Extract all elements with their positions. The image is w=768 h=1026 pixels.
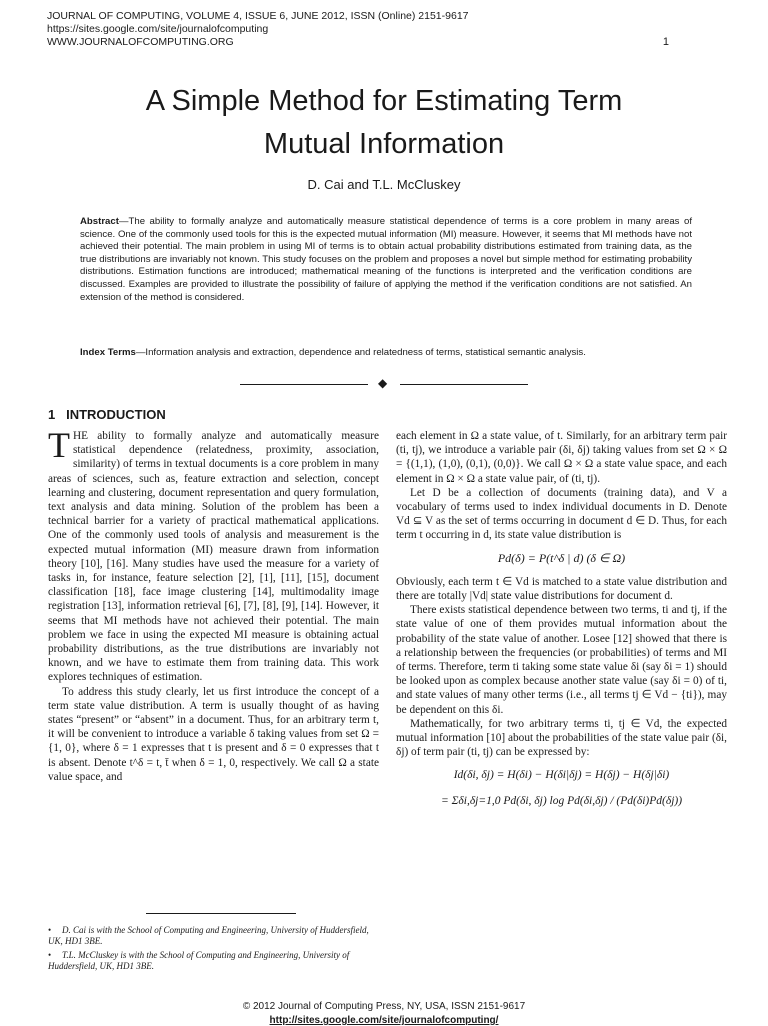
abstract-text: —The ability to formally analyze and automatically measure statistical dependence of terms is a core problem in many areas of science. One of the commonly used tools for this is the expected mutual information (MI) measure. However, it seems that MI methods have not achieved their potential. The main problem in using MI of terms is to obtain actual probability distributions estimated from training data, as the true distributions are invariably not known. This study focuses on the problem and proposes a novel but simple method for estimating probability distributions. Estimation functions are introduced; mathematical meaning of the functions is interpreted and the verification conditions are discussed. Examples are provided to illustrate the possibility of failure of applying the method if the verification conditions are not satisfied. An extension of the method is considered. <box>80 216 692 303</box>
authors: D. Cai and T.L. McCluskey <box>307 177 461 192</box>
journal-header-line: JOURNAL OF COMPUTING, VOLUME 4, ISSUE 6, JUNE 2012, ISSN (Online) 2151-9617 <box>47 10 469 22</box>
right-paragraph-3: Obviously, each term t ∈ Vd is matched to a state value distribution and there are totally |Vd| state value distributions for document d. <box>396 575 727 603</box>
index-terms-text: —Information analysis and extraction, dependence and relatedness of terms, statistical semantic analysis. <box>135 347 586 358</box>
paper-title <box>0 80 768 166</box>
divider-right <box>400 384 528 385</box>
footnote-2-text: T.L. McCluskey is with the School of Computing and Engineering, University of Huddersfield, UK, HD1 3BE. <box>48 950 350 971</box>
footer-url-link[interactable]: http://sites.google.com/site/journalofcomputing/ <box>269 1015 499 1026</box>
equation-state-distribution: Pd(δ) = P(t^δ | d) (δ ∈ Ω) <box>497 550 626 565</box>
section-number: 1 <box>48 407 56 422</box>
equation-mutual-information-line-2: = Σδi,δj=1,0 Pd(δi, δj) log Pd(δi,δj) / (Pd(δi)Pd(δj)) <box>440 795 683 808</box>
footnote-2 <box>48 950 378 971</box>
abstract-label: Abstract <box>80 216 119 227</box>
section-title: INTRODUCTION <box>66 407 166 422</box>
page-number: 1 <box>662 36 669 48</box>
right-paragraph-2: Let D be a collection of documents (training data), and V a vocabulary of terms used to index individual documents in D. Denote Vd ⊆ V as the set of terms occurring in document d ∈ D. Thus, for each term t occurring in d, its state value distribution is <box>396 486 727 542</box>
intro-paragraph-2: To address this study clearly, let us first introduce the concept of a term state value distribution. A term is usually thought of as having states “present” or “absent” in a document. Thus, for an arbitrary term t, it will be convenient to introduce a variable δ taking values from set Ω = {1, 0}, where δ = 1 expresses that t is present and δ = 0 expresses that t is absent. Denote t^δ = t, t̄ when δ = 1, 0, respectively. We call Ω a state value space, and <box>48 685 379 783</box>
right-paragraph-4: There exists statistical dependence between two terms, ti and tj, if the state value of one of them provides mutual information about the probability of the state value of another. Losee [12] showed that there is a relationship between the frequencies (or probabilities) of terms and MI of terms. Therefore, term ti taking some state value δi (say δi = 1) should be looked upon as complex because another state value (say δi = 0) of ti, and state values of many other terms (i.e., all terms tj ∈ Vd − {ti}), may be dependent on this δi. <box>396 604 727 716</box>
right-paragraph-5: Mathematically, for two arbitrary terms ti, tj ∈ Vd, the expected mutual information [10] about the probabilities of the state value pair (δi, δj) of term pair (ti, tj) can be expressed by: <box>396 717 727 759</box>
footnote-rule <box>146 913 296 914</box>
divider-left <box>240 384 368 385</box>
index-terms-label: Index Terms <box>80 347 136 358</box>
divider-diamond-icon: ◆ <box>378 376 388 390</box>
title-line-1: A Simple Method for Estimating Term <box>145 85 623 117</box>
journal-url-line: https://sites.google.com/site/journalofcomputing <box>47 23 269 35</box>
footnote-1 <box>48 925 378 946</box>
equation-mutual-information-line-1: Id(δi, δj) = H(δi) − H(δi|δj) = H(δj) − H(δj|δi) <box>453 769 670 782</box>
left-column <box>48 425 379 784</box>
abstract <box>80 216 692 304</box>
index-terms <box>80 347 692 360</box>
bullet-icon: • <box>48 950 52 960</box>
footer-copyright: © 2012 Journal of Computing Press, NY, USA, ISSN 2151-9617 <box>242 1001 526 1012</box>
journal-site-line: WWW.JOURNALOFCOMPUTING.ORG <box>47 36 234 48</box>
right-paragraph-1: each element in Ω a state value, of t. Similarly, for an arbitrary term pair (ti, tj), we introduce a variable pair (δi, δj) taking values from set Ω × Ω = {(1,1), (1,0), (0,1), (0,0)}. We call Ω × Ω a state value space, and each element in Ω × Ω a state value pair, of (ti, tj). <box>396 430 727 485</box>
footnote-1-text: D. Cai is with the School of Computing and Engineering, University of Huddersfield, UK, HD1 3BE. <box>48 925 369 946</box>
intro-paragraph-1: HE ability to formally analyze and automatically measure statistical dependence (relatedness, proximity, association, similarity) of terms in textual documents is a core problem in many areas of sciences, such as, feature extraction and selection, concept learning and clustering, document representation and query formulation, text analysis and data mining. Solution of the problem has been a technical barrier for a variety of practical mathematical applications. One of the commonly used tools of analysis and measurement is the expected mutual information (MI) measure drawn from information theory [10], [16]. Many studies have used the measure for a variety of tasks in, for instance, feature selection [2], [1], [11], [15], document classification [18], face image clustering [14], multimodality image registration [13], information retrieval [6], [7], [8], [9], [14]. However, it seems that MI methods have not achieved their potential. The main problem we face in using the expected MI measure is obtaining actual probability distributions, as the true distributions are invariably not known, and we have to estimate them from training data. This work explores techniques of estimation. <box>48 430 379 684</box>
title-line-2: Mutual Information <box>263 128 505 160</box>
section-heading <box>48 407 166 422</box>
drop-cap: T <box>48 425 70 465</box>
right-column <box>396 429 727 811</box>
bullet-icon: • <box>48 925 52 935</box>
